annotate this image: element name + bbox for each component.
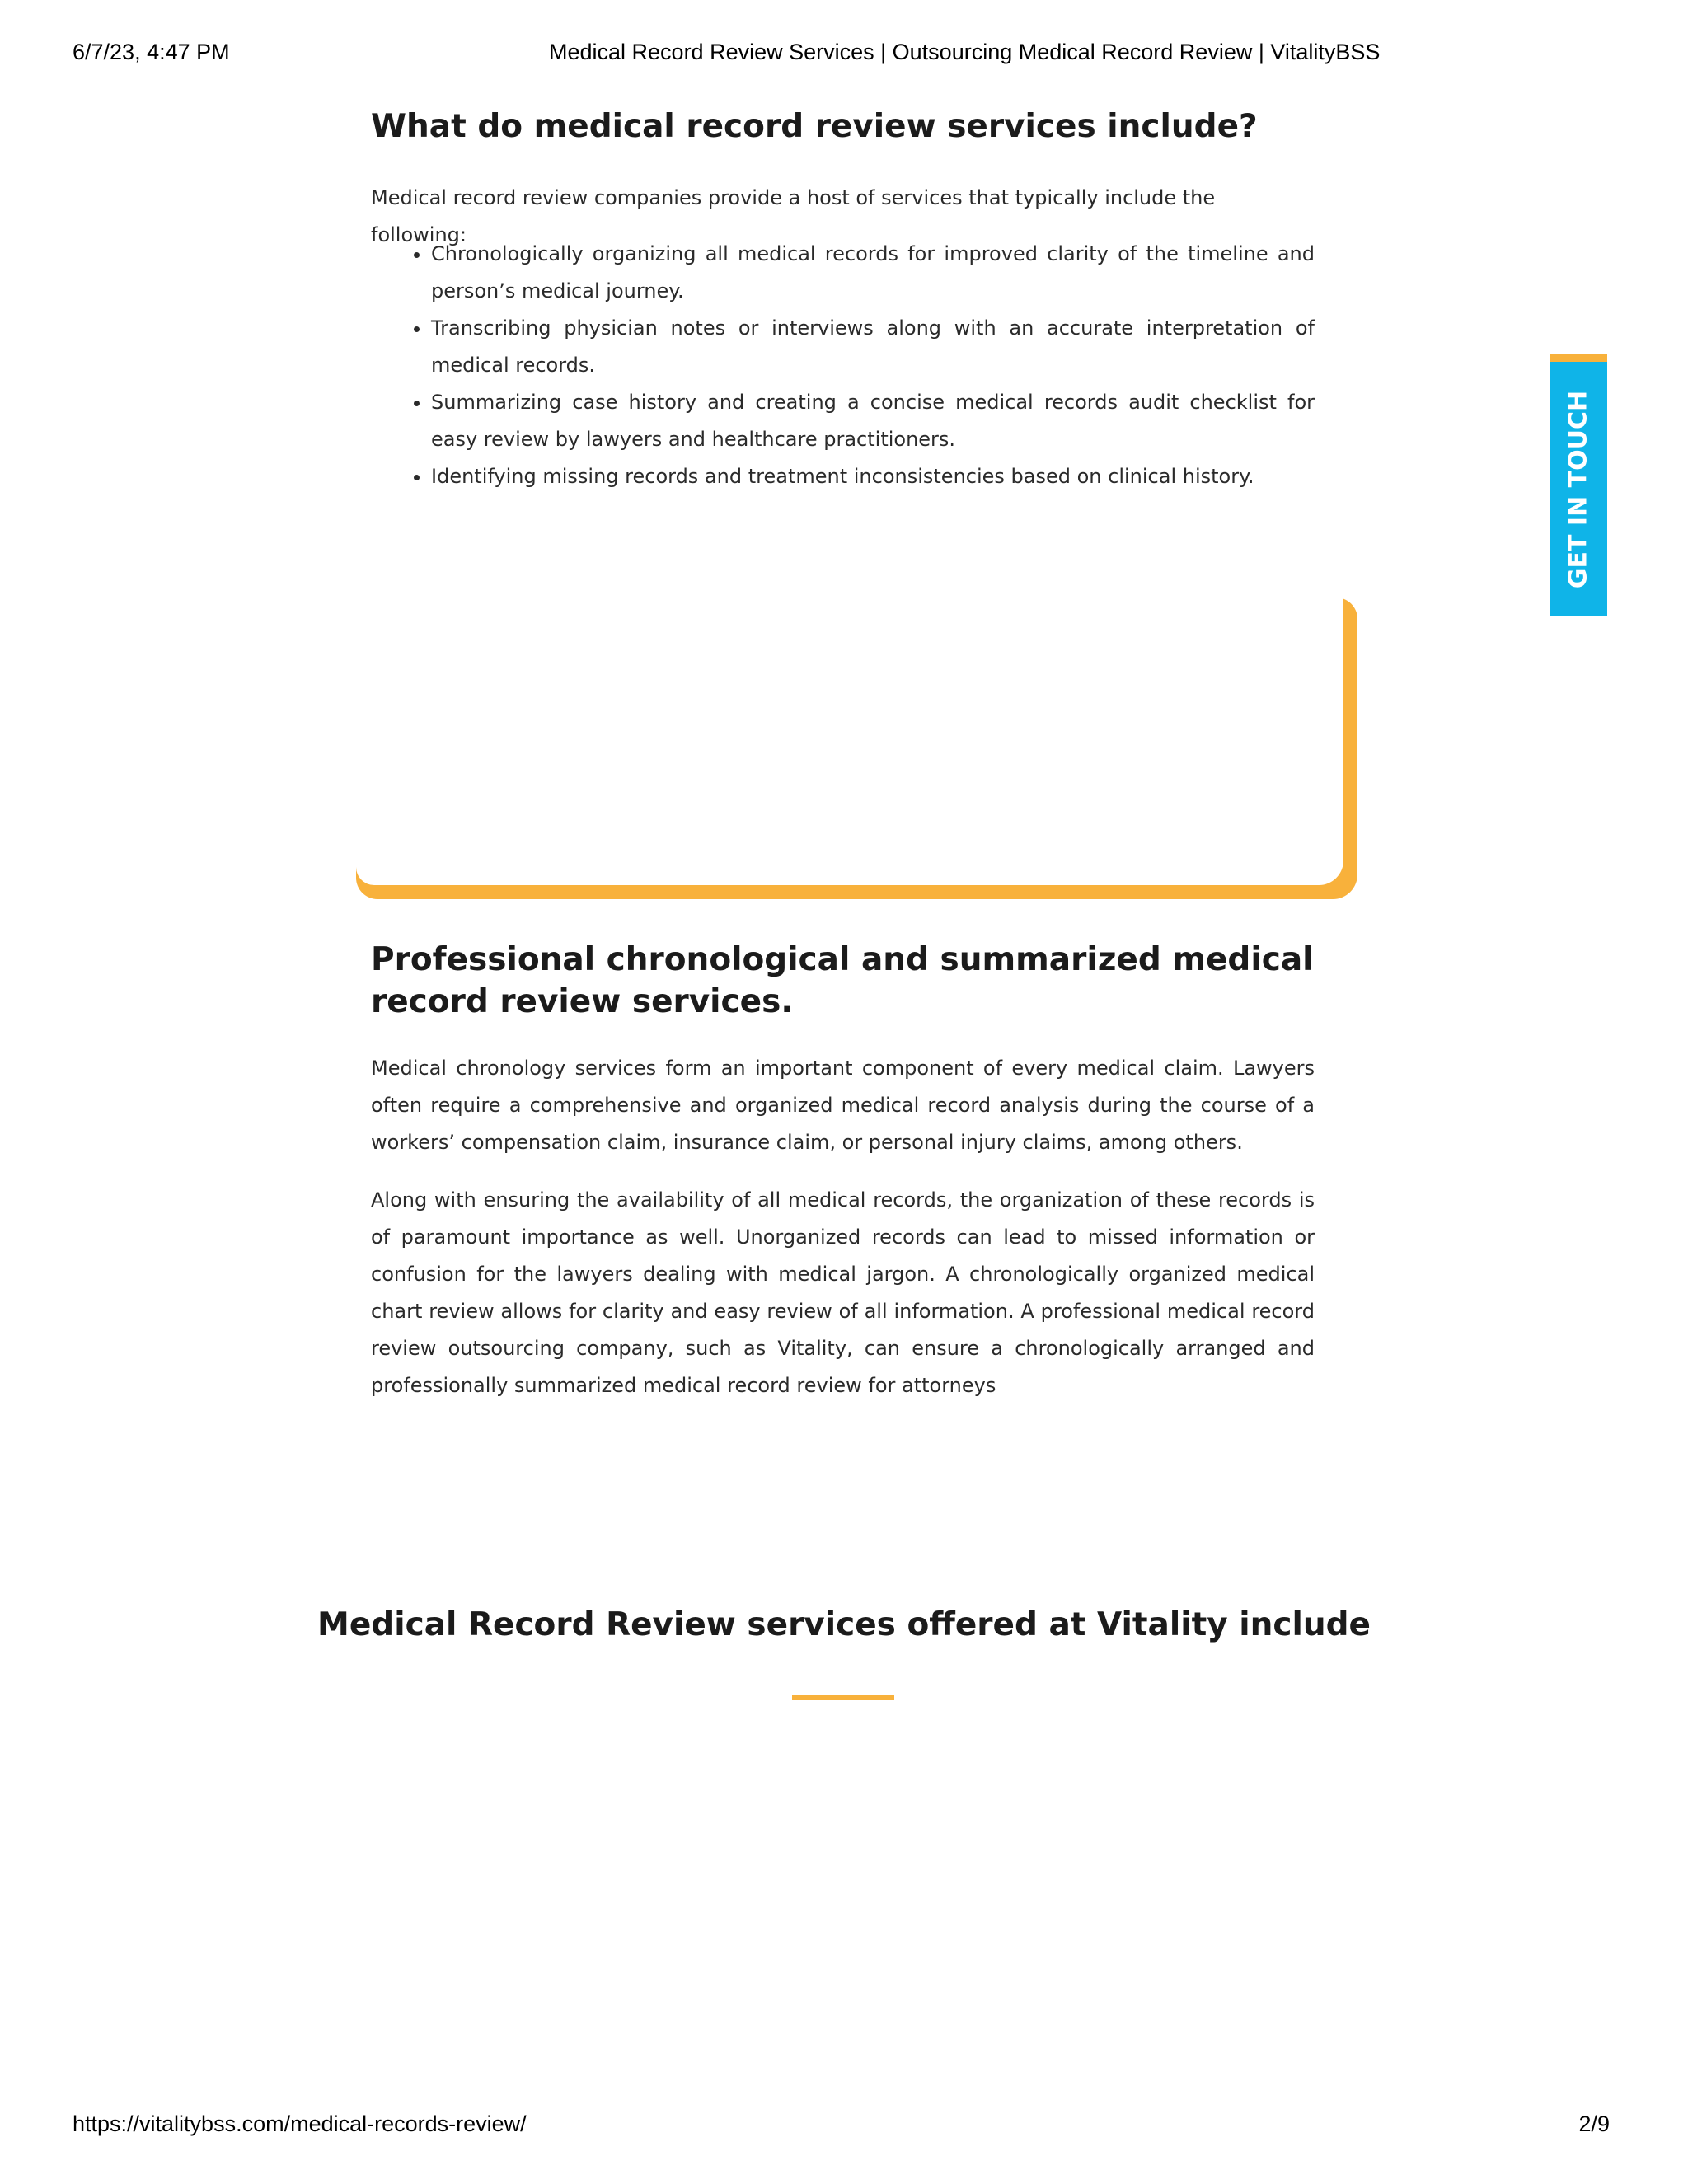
get-in-touch-button[interactable] (1550, 354, 1607, 616)
image-placeholder (356, 598, 1343, 885)
print-page-title: Medical Record Review Services | Outsourcing Medical Record Review | VitalityBSS (549, 40, 1381, 64)
list-item: • Chronologically organizing all medical records for improved clarity of the timeline and person’s medical journey. (431, 236, 1315, 310)
list-item: • Transcribing physician notes or interviews along with an accurate interpretation of medical records. (431, 310, 1315, 384)
section-include-intro: Medical record review companies provide a host of services that typically include the following: (371, 186, 1216, 246)
image-frame (356, 598, 1357, 899)
print-datetime: 6/7/23, 4:47 PM (73, 40, 230, 64)
section-offered-title: Medical Record Review services offered at Vitality include (317, 1606, 1371, 1643)
section-include-title: What do medical record review services include? (371, 108, 1258, 145)
services-list (371, 236, 1315, 495)
print-page-number: 2/9 (1578, 2111, 1610, 2136)
section-divider (792, 1695, 894, 1700)
section-chronological-title: Professional chronological and summarized medical record review services. (371, 941, 1314, 1020)
get-in-touch-label: GET IN TOUCH (1564, 390, 1593, 588)
list-item: • Summarizing case history and creating a concise medical records audit checklist for easy review by lawyers and healthcare practitioners. (431, 384, 1315, 458)
section-chronological-paragraph-2: Along with ensuring the availability of all medical records, the organization of these records is of paramount importance as well. Unorganized records can lead to missed information or confusion for the lawyers dealing with medical jargon. A chronologically organized medical chart review allows for clarity and easy review of all information. A professional medical record review outsourcing company, such as Vitality, can ensure a chronologically arranged and professionally summarized medical record review for attorneys (371, 1188, 1315, 1397)
section-chronological-paragraph-1: Medical chronology services form an important component of every medical claim. Lawyers often require a comprehensive and organized medical record analysis during the course of a workers’ compensation claim, insurance claim, or personal injury claims, among others. (371, 1057, 1315, 1154)
print-url: https://vitalitybss.com/medical-records-review/ (73, 2111, 527, 2136)
list-item: • Identifying missing records and treatment inconsistencies based on clinical history. (431, 458, 1315, 495)
